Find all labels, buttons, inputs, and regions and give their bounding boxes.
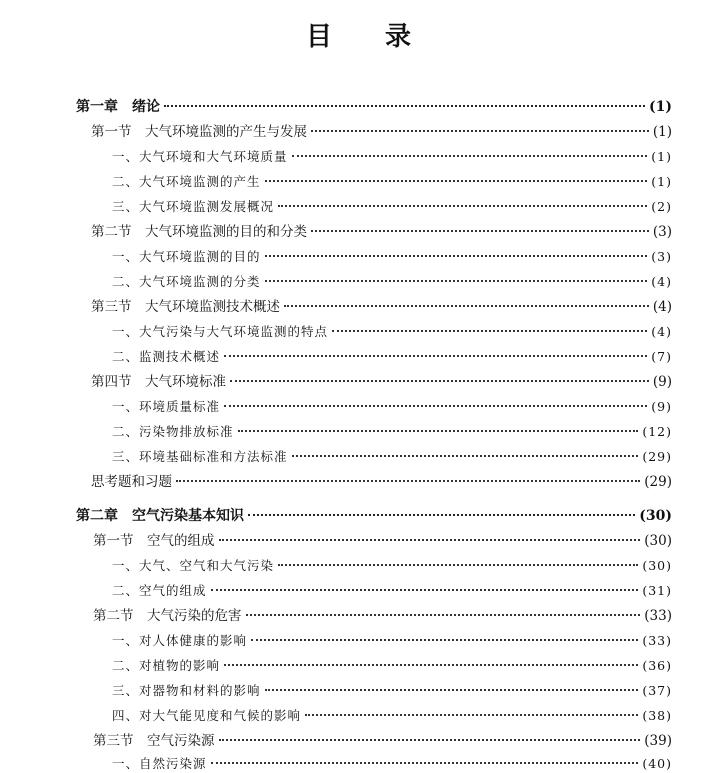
toc-page-number: (4) — [651, 274, 672, 289]
toc-entry-item[interactable] — [112, 423, 672, 441]
toc-entry-label: 二、大气环境监测的产生 — [112, 174, 261, 189]
dot-leader — [251, 638, 638, 641]
toc-entry-item[interactable] — [112, 582, 672, 600]
toc-page-number: (9) — [651, 399, 672, 414]
dot-leader — [278, 563, 638, 566]
toc-entry-label: 一、对人体健康的影响 — [112, 633, 248, 648]
toc-entry-exercises[interactable] — [91, 473, 672, 491]
toc-entry-item[interactable] — [112, 273, 672, 291]
toc-entry-label: 三、环境基础标准和方法标准 — [112, 449, 288, 464]
toc-entry-item[interactable] — [112, 755, 672, 773]
toc-entry-label: 第一节 空气的组成 — [93, 533, 215, 549]
toc-page-number: (29) — [644, 474, 672, 490]
toc-page-number: (1) — [652, 124, 672, 140]
dot-leader — [224, 404, 647, 407]
dot-leader — [230, 379, 649, 382]
toc-entry-label: 二、大气环境监测的分类 — [112, 274, 261, 289]
toc-entry-label: 二、污染物排放标准 — [112, 424, 234, 439]
dot-leader — [248, 513, 635, 516]
toc-entry-label: 三、对器物和材料的影响 — [112, 683, 261, 698]
toc-entry-item[interactable] — [112, 448, 672, 466]
toc-entry-item[interactable] — [112, 632, 672, 650]
toc-entry-label: 一、大气环境和大气环境质量 — [112, 149, 288, 164]
toc-page-number: (2) — [651, 199, 672, 214]
toc-page-number: (1) — [651, 149, 672, 164]
toc-page-number: (30) — [639, 508, 672, 524]
dot-leader — [292, 454, 639, 457]
toc-entry-label: 二、监测技术概述 — [112, 349, 221, 364]
dot-leader — [311, 129, 649, 132]
toc-entry-label: 第四节 大气环境标准 — [91, 374, 226, 390]
dot-leader — [292, 154, 648, 157]
toc-page-number: (3) — [651, 249, 672, 264]
toc-entry-section[interactable] — [91, 223, 672, 241]
toc-entry-label: 第二章 空气污染基本知识 — [76, 508, 244, 524]
toc-entry-item[interactable] — [112, 248, 672, 266]
toc-page-number: (7) — [651, 349, 672, 364]
toc-page-number: (31) — [642, 583, 672, 598]
dot-leader — [246, 613, 641, 616]
toc-entry-item[interactable] — [112, 323, 672, 341]
toc-page-number: (40) — [642, 756, 672, 771]
toc-page-number: (30) — [642, 558, 672, 573]
toc-page-number: (4) — [651, 324, 672, 339]
toc-page-number: (4) — [652, 299, 672, 315]
toc-entry-label: 二、空气的组成 — [112, 583, 207, 598]
toc-entry-label: 思考题和习题 — [91, 474, 172, 490]
toc-page-number: (33) — [644, 608, 672, 624]
dot-leader — [176, 479, 640, 482]
toc-entry-chapter-1[interactable] — [76, 98, 672, 116]
dot-leader — [265, 279, 648, 282]
toc-entry-item[interactable] — [112, 198, 672, 216]
dot-leader — [211, 761, 639, 764]
dot-leader — [224, 354, 647, 357]
toc-entry-item[interactable] — [112, 682, 672, 700]
toc-entry-item[interactable] — [112, 557, 672, 575]
toc-page-number: (1) — [651, 174, 672, 189]
dot-leader — [332, 329, 647, 332]
dot-leader — [278, 204, 647, 207]
dot-leader — [238, 429, 639, 432]
toc-entry-section[interactable] — [91, 298, 672, 316]
dot-leader — [219, 738, 641, 741]
toc-entry-label: 第三节 大气环境监测技术概述 — [91, 299, 280, 315]
toc-page-number: (33) — [642, 633, 672, 648]
toc-entry-label: 第一节 大气环境监测的产生与发展 — [91, 124, 307, 140]
toc-entry-item[interactable] — [112, 707, 672, 725]
toc-entry-label: 二、对植物的影响 — [112, 658, 221, 673]
toc-entry-chapter-2[interactable] — [76, 507, 672, 525]
toc-page-number: (37) — [642, 683, 672, 698]
toc-page-number: (29) — [642, 449, 672, 464]
toc-page-number: (38) — [642, 708, 672, 723]
toc-entry-label: 一、自然污染源 — [112, 756, 207, 771]
toc-entry-label: 第三节 空气污染源 — [93, 733, 215, 749]
toc-entry-item[interactable] — [112, 348, 672, 366]
dot-leader — [265, 254, 648, 257]
toc-page-number: (12) — [642, 424, 672, 439]
dot-leader — [211, 588, 639, 591]
page-title: 目 录 — [305, 22, 434, 52]
toc-entry-label: 四、对大气能见度和气候的影响 — [112, 708, 302, 723]
toc-entry-item[interactable] — [112, 173, 672, 191]
toc-entry-label: 一、环境质量标准 — [112, 399, 221, 414]
toc-page-number: (1) — [649, 99, 672, 115]
toc-entry-label: 第一章 绪论 — [76, 99, 160, 115]
dot-leader — [164, 104, 645, 107]
toc-entry-label: 一、大气污染与大气环境监测的特点 — [112, 324, 329, 339]
toc-entry-item[interactable] — [112, 657, 672, 675]
toc-entry-section[interactable] — [91, 373, 672, 391]
toc-entry-section[interactable] — [93, 532, 672, 550]
dot-leader — [311, 229, 649, 232]
toc-entry-item[interactable] — [112, 148, 672, 166]
toc-entry-section[interactable] — [93, 607, 672, 625]
toc-page-number: (36) — [642, 658, 672, 673]
dot-leader — [224, 663, 638, 666]
dot-leader — [265, 688, 639, 691]
toc-page-number: (39) — [644, 733, 672, 749]
toc-entry-section[interactable] — [91, 123, 672, 141]
toc-page-number: (9) — [652, 374, 672, 390]
toc-entry-label: 三、大气环境监测发展概况 — [112, 199, 275, 214]
toc-entry-label: 第二节 大气环境监测的目的和分类 — [91, 224, 307, 240]
dot-leader — [219, 538, 641, 541]
toc-entry-label: 一、大气环境监测的目的 — [112, 249, 261, 264]
toc-entry-label: 第二节 大气污染的危害 — [93, 608, 242, 624]
toc-entry-item[interactable] — [112, 398, 672, 416]
dot-leader — [305, 713, 638, 716]
dot-leader — [284, 304, 649, 307]
toc-page-number: (3) — [652, 224, 672, 240]
toc-entry-label: 一、大气、空气和大气污染 — [112, 558, 275, 573]
toc-page-number: (30) — [644, 533, 672, 549]
toc-entry-section[interactable] — [93, 732, 672, 750]
dot-leader — [265, 179, 648, 182]
